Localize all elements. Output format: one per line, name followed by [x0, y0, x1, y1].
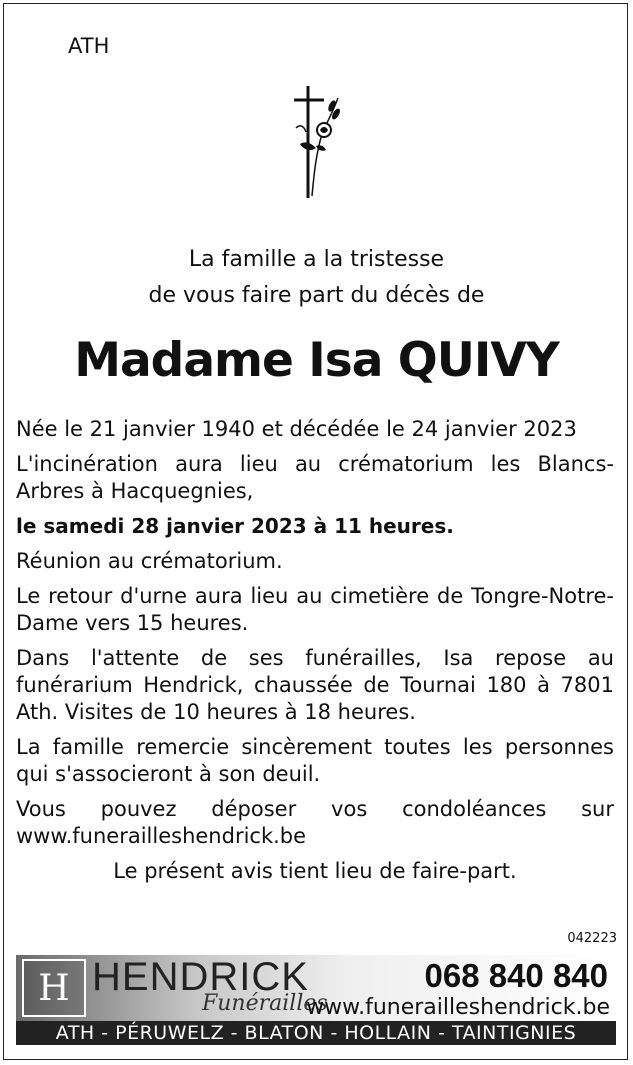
birth-death-dates: Née le 21 janvier 1940 et décédée le 24 janvier 2023 — [16, 417, 577, 441]
website-link[interactable]: www.funerailleshendrick.be — [306, 995, 610, 1020]
cross-with-rose-icon — [286, 84, 342, 200]
notice-text: Le présent avis tient lieu de faire-part. — [113, 859, 517, 883]
notice-body — [16, 416, 614, 893]
cremation-info: L'incinération aura lieu au crématorium les Blancs-Arbres à Hacquegnies, — [16, 452, 614, 503]
intro-line-2: de vous faire part du décès de — [148, 283, 485, 308]
ceremony-date: le samedi 28 janvier 2023 à 11 heures. — [16, 514, 454, 538]
thanks-text: La famille remercie sincèrement toutes les personnes qui s'associeront à son deuil. — [16, 735, 614, 786]
phone-number: 068 840 840 — [424, 957, 608, 994]
intro-line-1: La famille a la tristesse — [188, 247, 445, 272]
funeral-home-logo: H — [22, 959, 86, 1017]
location-label: ATH — [68, 34, 110, 58]
brand-subtitle: Funérailles — [202, 991, 328, 1016]
funeral-home-banner — [16, 955, 616, 1045]
towns-list: ATH - PÉRUWELZ - BLATON - HOLLAIN - TAINTIGNIES — [16, 1021, 616, 1045]
brand-name: HENDRICK — [92, 955, 309, 999]
reunion-info: Réunion au crématorium. — [16, 549, 283, 573]
urn-info: Le retour d'urne aura lieu au cimetière de Tongre-Notre-Dame vers 15 heures. — [16, 584, 614, 635]
rest-info: Dans l'attente de ses funérailles, Isa repose au funérarium Hendrick, chaussée de Tournai 180 à 7801 Ath. Visites de 10 heures à 18 heures. — [16, 646, 614, 724]
reference-number: 042223 — [567, 931, 617, 946]
intro-text — [0, 242, 633, 314]
deceased-name: Madame Isa QUIVY — [74, 333, 559, 388]
condolences-text: Vous pouvez déposer vos condoléances sur www.funerailleshendrick.be — [16, 797, 614, 848]
